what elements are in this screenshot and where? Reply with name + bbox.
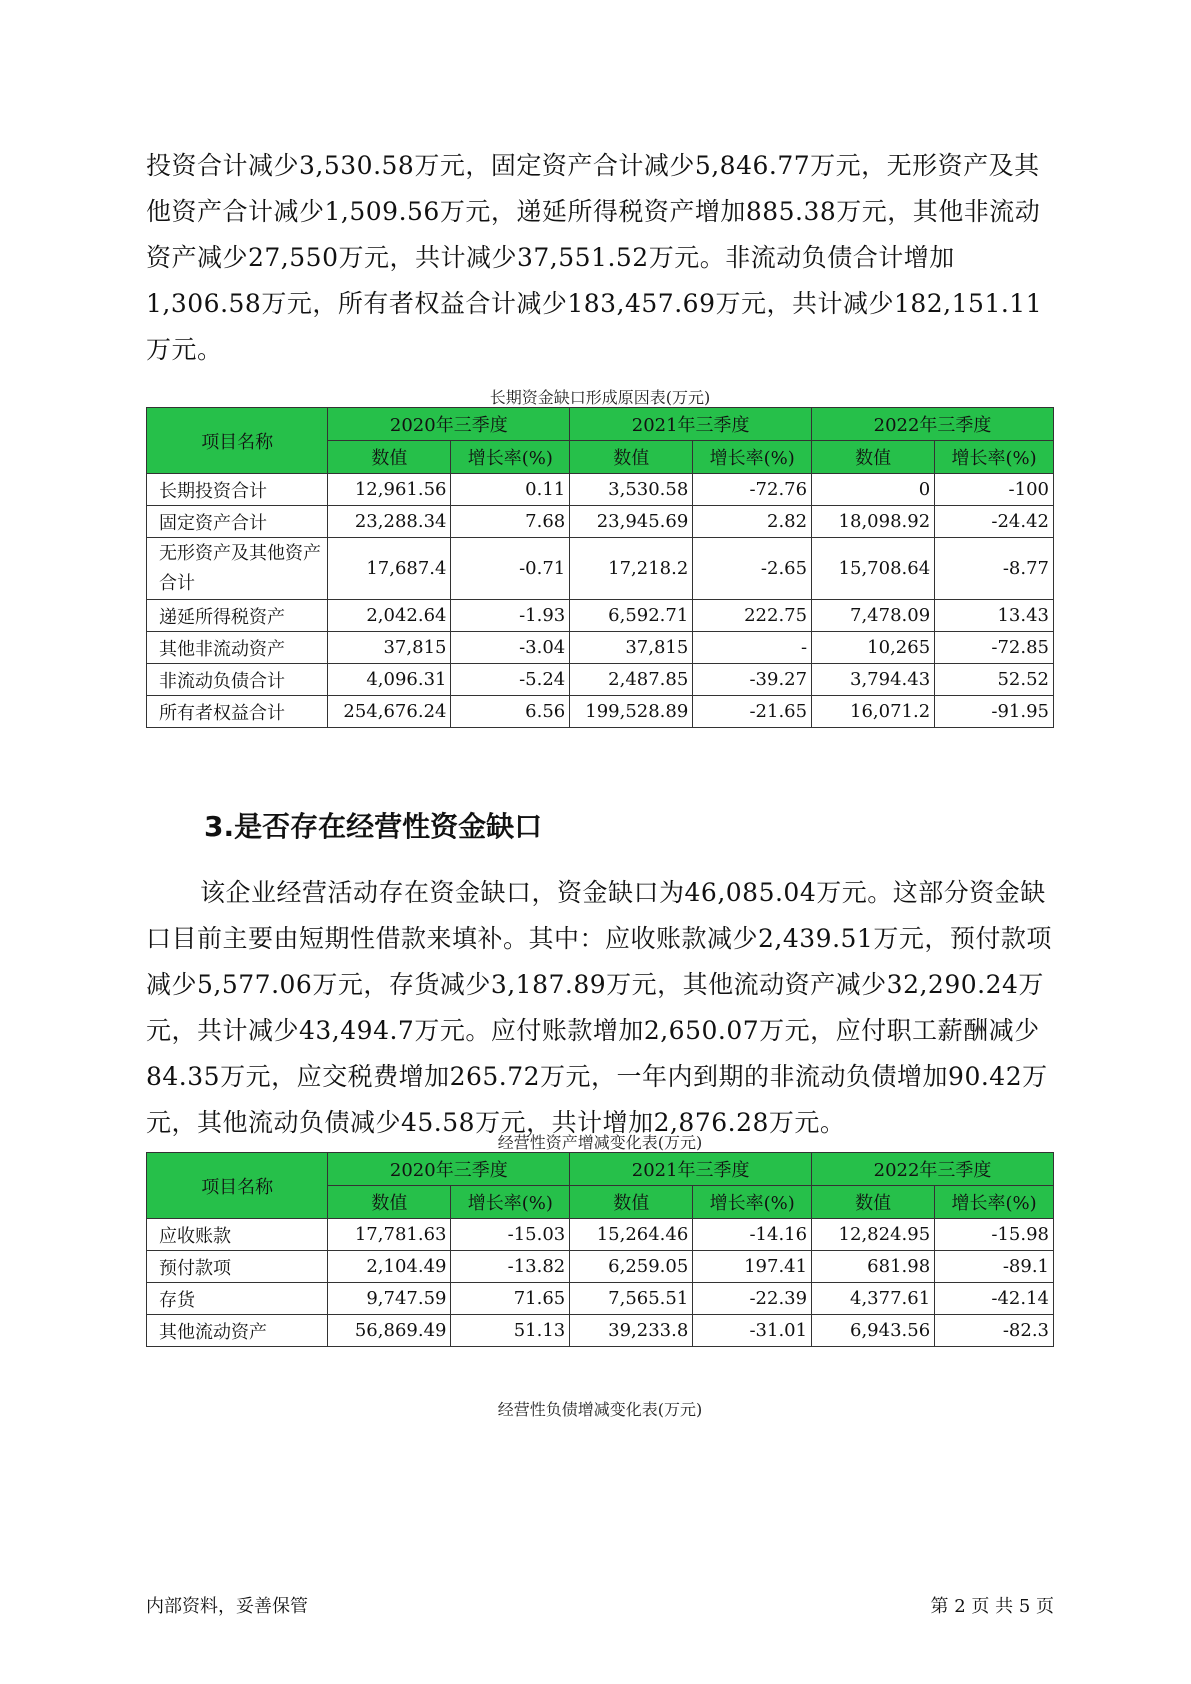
cell: 2,104.49 bbox=[328, 1251, 451, 1283]
period-header: 2022年三季度 bbox=[812, 1153, 1054, 1186]
cell: 37,815 bbox=[328, 632, 451, 664]
table-long-term-funding-gap bbox=[146, 407, 1054, 728]
table-row bbox=[147, 538, 1054, 600]
cell: -39.27 bbox=[693, 664, 812, 696]
cell: 7,565.51 bbox=[570, 1283, 693, 1315]
cell: - bbox=[693, 632, 812, 664]
cell: -89.1 bbox=[935, 1251, 1054, 1283]
cell: 222.75 bbox=[693, 600, 812, 632]
cell: 9,747.59 bbox=[328, 1283, 451, 1315]
row-label: 存货 bbox=[147, 1283, 328, 1315]
cell: 15,264.46 bbox=[570, 1219, 693, 1251]
cell: -15.98 bbox=[935, 1219, 1054, 1251]
cell: 56,869.49 bbox=[328, 1315, 451, 1347]
cell: -24.42 bbox=[935, 506, 1054, 538]
cell: -8.77 bbox=[935, 538, 1054, 600]
value-header: 数值 bbox=[570, 1186, 693, 1219]
table-row bbox=[147, 632, 1054, 664]
cell: 197.41 bbox=[693, 1251, 812, 1283]
cell: 51.13 bbox=[451, 1315, 570, 1347]
cell: -1.93 bbox=[451, 600, 570, 632]
rate-header: 增长率(%) bbox=[935, 1186, 1054, 1219]
row-label: 所有者权益合计 bbox=[147, 696, 328, 728]
cell: 23,945.69 bbox=[570, 506, 693, 538]
value-header: 数值 bbox=[812, 1186, 935, 1219]
cell: -2.65 bbox=[693, 538, 812, 600]
row-label: 长期投资合计 bbox=[147, 474, 328, 506]
cell: -22.39 bbox=[693, 1283, 812, 1315]
table-row bbox=[147, 474, 1054, 506]
cell: 0 bbox=[812, 474, 935, 506]
cell: -13.82 bbox=[451, 1251, 570, 1283]
cell: -100 bbox=[935, 474, 1054, 506]
value-header: 数值 bbox=[328, 1186, 451, 1219]
table-row bbox=[147, 506, 1054, 538]
section-heading: 3.是否存在经营性资金缺口 bbox=[204, 810, 543, 843]
item-name-header: 项目名称 bbox=[147, 408, 328, 474]
table-row bbox=[147, 664, 1054, 696]
table-row bbox=[147, 696, 1054, 728]
cell: 3,794.43 bbox=[812, 664, 935, 696]
cell: 10,265 bbox=[812, 632, 935, 664]
cell: 6.56 bbox=[451, 696, 570, 728]
cell: 18,098.92 bbox=[812, 506, 935, 538]
table-row bbox=[147, 1315, 1054, 1347]
rate-header: 增长率(%) bbox=[451, 1186, 570, 1219]
cell: 17,781.63 bbox=[328, 1219, 451, 1251]
cell: 2.82 bbox=[693, 506, 812, 538]
cell: 39,233.8 bbox=[570, 1315, 693, 1347]
row-label: 其他非流动资产 bbox=[147, 632, 328, 664]
cell: 2,487.85 bbox=[570, 664, 693, 696]
value-header: 数值 bbox=[328, 441, 451, 474]
cell: 12,961.56 bbox=[328, 474, 451, 506]
cell: 254,676.24 bbox=[328, 696, 451, 728]
table2-caption: 经营性资产增减变化表(万元) bbox=[497, 1133, 703, 1152]
table3-caption: 经营性负债增减变化表(万元) bbox=[497, 1400, 703, 1419]
cell: -15.03 bbox=[451, 1219, 570, 1251]
cell: 13.43 bbox=[935, 600, 1054, 632]
cell: 71.65 bbox=[451, 1283, 570, 1315]
cell: 7.68 bbox=[451, 506, 570, 538]
row-label: 预付款项 bbox=[147, 1251, 328, 1283]
cell: 4,377.61 bbox=[812, 1283, 935, 1315]
cell: 199,528.89 bbox=[570, 696, 693, 728]
cell: -42.14 bbox=[935, 1283, 1054, 1315]
cell: -31.01 bbox=[693, 1315, 812, 1347]
period-header: 2020年三季度 bbox=[328, 1153, 570, 1186]
intro-paragraph: 投资合计减少3,530.58万元，固定资产合计减少5,846.77万元，无形资产及其他资产合计减少1,509.56万元，递延所得税资产增加885.38万元，其他非流动资产减少27,550万元，共计减少37,551.52万元。非流动负债合计增加1,306.58万元，所有者权益合计减少183,457.69万元，共计减少182,151.11万元。 bbox=[146, 151, 1043, 364]
rate-header: 增长率(%) bbox=[693, 1186, 812, 1219]
cell: -0.71 bbox=[451, 538, 570, 600]
value-header: 数值 bbox=[812, 441, 935, 474]
cell: 7,478.09 bbox=[812, 600, 935, 632]
table-row bbox=[147, 1219, 1054, 1251]
cell: -5.24 bbox=[451, 664, 570, 696]
footer-confidential-note: 内部资料，妥善保管 bbox=[146, 1596, 308, 1617]
cell: 23,288.34 bbox=[328, 506, 451, 538]
period-header: 2021年三季度 bbox=[570, 1153, 812, 1186]
row-label: 应收账款 bbox=[147, 1219, 328, 1251]
row-label: 其他流动资产 bbox=[147, 1315, 328, 1347]
cell: 6,943.56 bbox=[812, 1315, 935, 1347]
cell: 3,530.58 bbox=[570, 474, 693, 506]
cell: 16,071.2 bbox=[812, 696, 935, 728]
cell: 4,096.31 bbox=[328, 664, 451, 696]
row-label: 无形资产及其他资产合计 bbox=[147, 538, 328, 600]
rate-header: 增长率(%) bbox=[693, 441, 812, 474]
cell: 12,824.95 bbox=[812, 1219, 935, 1251]
cell: -14.16 bbox=[693, 1219, 812, 1251]
cell: -21.65 bbox=[693, 696, 812, 728]
table-row bbox=[147, 1283, 1054, 1315]
item-name-header: 项目名称 bbox=[147, 1153, 328, 1219]
cell: -3.04 bbox=[451, 632, 570, 664]
cell: 6,259.05 bbox=[570, 1251, 693, 1283]
period-header: 2021年三季度 bbox=[570, 408, 812, 441]
rate-header: 增长率(%) bbox=[451, 441, 570, 474]
period-header: 2020年三季度 bbox=[328, 408, 570, 441]
table-row bbox=[147, 600, 1054, 632]
row-label: 固定资产合计 bbox=[147, 506, 328, 538]
table1-caption: 长期资金缺口形成原因表(万元) bbox=[489, 388, 711, 407]
row-label: 非流动负债合计 bbox=[147, 664, 328, 696]
cell: 681.98 bbox=[812, 1251, 935, 1283]
table-row bbox=[147, 1251, 1054, 1283]
value-header: 数值 bbox=[570, 441, 693, 474]
section-paragraph: 该企业经营活动存在资金缺口，资金缺口为46,085.04万元。这部分资金缺口目前主要由短期性借款来填补。其中：应收账款减少2,439.51万元，预付款项减少5,577.06万元，存货减少3,187.89万元，其他流动资产减少32,290.24万元，共计减少43,494.7万元。应付账款增加2,650.07万元，应付职工薪酬减少84.35万元，应交税费增加265.72万元，一年内到期的非流动负债增加90.42万元，其他流动负债减少45.58万元，共计增加2,876.28万元。 bbox=[146, 878, 1052, 1137]
page-number: 第 2 页 共 5 页 bbox=[930, 1596, 1054, 1617]
cell: 0.11 bbox=[451, 474, 570, 506]
cell: -82.3 bbox=[935, 1315, 1054, 1347]
cell: 2,042.64 bbox=[328, 600, 451, 632]
cell: 17,218.2 bbox=[570, 538, 693, 600]
period-header: 2022年三季度 bbox=[812, 408, 1054, 441]
cell: -72.76 bbox=[693, 474, 812, 506]
cell: -91.95 bbox=[935, 696, 1054, 728]
row-label: 递延所得税资产 bbox=[147, 600, 328, 632]
cell: 15,708.64 bbox=[812, 538, 935, 600]
rate-header: 增长率(%) bbox=[935, 441, 1054, 474]
table-operating-assets-change bbox=[146, 1152, 1054, 1347]
cell: 52.52 bbox=[935, 664, 1054, 696]
cell: 37,815 bbox=[570, 632, 693, 664]
cell: 17,687.4 bbox=[328, 538, 451, 600]
cell: -72.85 bbox=[935, 632, 1054, 664]
cell: 6,592.71 bbox=[570, 600, 693, 632]
